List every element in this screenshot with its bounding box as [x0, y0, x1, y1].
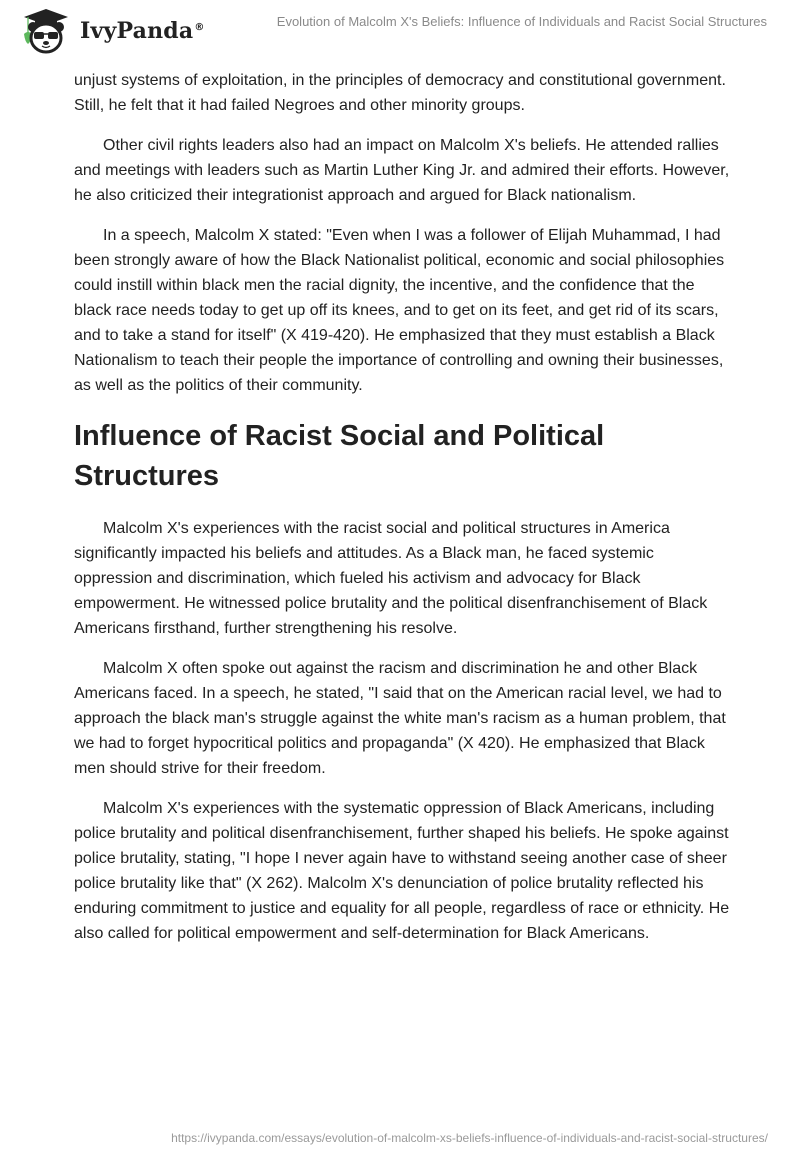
paragraph: Other civil rights leaders also had an impact on Malcolm X's beliefs. He attended rallies and meetings with leaders such as Martin Luther King Jr. and admired their efforts. However, he also criticized their integrationist approach and argued for Black nationalism.: [74, 137, 730, 204]
source-url-link[interactable]: https://ivypanda.com/essays/evolution-of-malcolm-xs-beliefs-influence-of-individuals-and-racist-social-structures/: [171, 1131, 768, 1145]
document-title: Evolution of Malcolm X's Beliefs: Influence of Individuals and Racist Social Structures: [276, 14, 767, 29]
page-header: [0, 0, 800, 56]
section-heading: Influence of Racist Social and Political Structures: [74, 420, 605, 492]
paragraph: Malcolm X's experiences with the systematic oppression of Black Americans, including police brutality and political disenfranchisement, further shaped his beliefs. He spoke against police brutality, stating, "I hope I never again have to withstand seeing another case of sheer police brutality like that" (X 262). Malcolm X's denunciation of police brutality reflected his enduring commitment to justice and equality for all people, regardless of race or ethnicity. He also called for political empowerment and self-determination for Black Americans.: [74, 800, 730, 942]
paragraph: In a speech, Malcolm X stated: "Even when I was a follower of Elijah Muhammad, I had been strongly aware of how the Black Nationalist political, economic and social philosophies could instill within black men the racial dignity, the incentive, and the confidence that the black race needs today to get up off its knees, and to get on its feet, and get rid of its scars, and to take a stand for itself" (X 419-420). He emphasized that they must establish a Black Nationalism to teach their people the importance of controlling and owning their businesses, as well as the politics of their community.: [74, 227, 725, 394]
brand-name-text: IvyPanda: [80, 18, 194, 44]
panda-graduate-icon: [14, 8, 76, 54]
brand-name: [80, 18, 205, 44]
paragraph-continued: unjust systems of exploitation, in the principles of democracy and constitutional government. Still, he felt that it had failed Negroes and other minority groups.: [74, 72, 726, 114]
paragraph: Malcolm X often spoke out against the racism and discrimination he and other Black Americans faced. In a speech, he stated, "I said that on the American racial level, we had to approach the black man's struggle against the white man's racism as a human problem, that we had to forget hypocritical politics and propaganda" (X 420). He emphasized that Black men should strive for their freedom.: [74, 660, 726, 777]
essay-content: [74, 68, 734, 961]
paragraph: Malcolm X's experiences with the racist social and political structures in America significantly impacted his beliefs and attitudes. As a Black man, he faced systemic oppression and discrimination, which fueled his activism and advocacy for Black empowerment. He witnessed police brutality and the political disenfranchisement of Black Americans firsthand, further strengthening his resolve.: [74, 520, 708, 637]
ivypanda-logo-link[interactable]: [14, 8, 205, 54]
registered-mark: ®: [194, 21, 205, 33]
